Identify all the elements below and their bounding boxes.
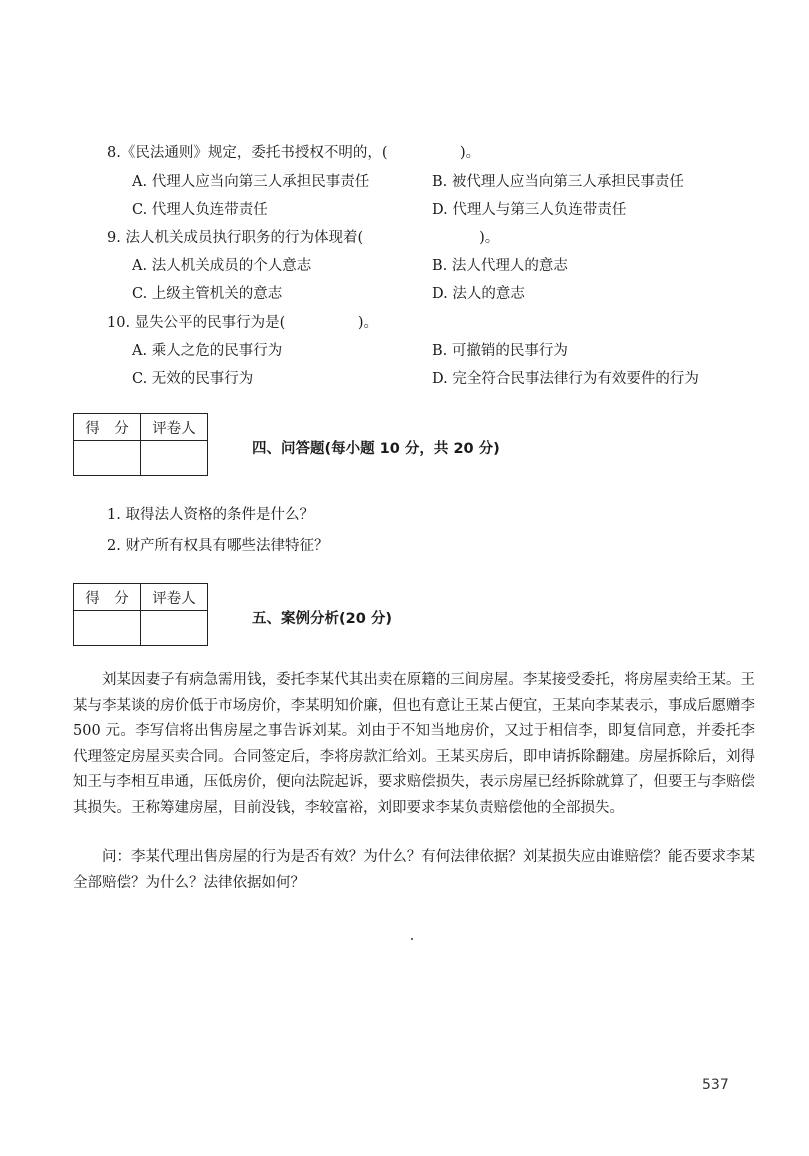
score-cell[interactable] xyxy=(74,441,141,476)
question-9-option-b: B. 法人代理人的意志 xyxy=(432,258,568,274)
question-9-option-a: A. 法人机关成员的个人意志 xyxy=(132,258,312,274)
question-10-option-a: A. 乘人之危的民事行为 xyxy=(132,343,283,359)
section-4-item-1: 1. 取得法人资格的条件是什么？ xyxy=(107,507,314,523)
score-cell[interactable] xyxy=(74,611,141,646)
question-10-option-b: B. 可撤销的民事行为 xyxy=(432,343,568,359)
question-9-option-d: D. 法人的意志 xyxy=(432,286,525,302)
case-question: 问：李某代理出售房屋的行为是否有效？为什么？有何法律依据？刘某损失应由谁赔偿？能否要求李某全部赔偿？为什么？法律依据如何？ xyxy=(73,849,755,891)
question-9-option-c: C. 上级主管机关的意志 xyxy=(132,286,283,302)
score-table-section-5 xyxy=(73,583,208,646)
score-header: 得 分 xyxy=(74,414,141,441)
section-4-title: 四、问答题(每小题 10 分，共 20 分) xyxy=(252,441,500,457)
section-5-title: 五、案例分析(20 分) xyxy=(252,611,392,627)
reviewer-cell[interactable] xyxy=(141,611,208,646)
question-10-stem: 10. 显失公平的民事行为是( )。 xyxy=(107,315,378,331)
case-text: 刘某因妻子有病急需用钱，委托李某代其出卖在原籍的三间房屋。李某接受委托，将房屋卖给王某。王某与李某谈的房价低于市场房价，李某明知价廉，但也有意让王某占便宜，王某向李某表示，事成后愿赠李 500 元。李写信将出售房屋之事告诉刘某。刘由于不知当地房价，又过于相信李，即复信同意，并委托李代理签定房屋买卖合同。合同签定后，李将房款汇给刘。王某买房后，即申请拆除翻建。房屋拆除后，刘得知王与李相互串通，压低房价，便向法院起诉，要求赔偿损失，表示房屋已经拆除就算了，但要王与李赔偿其损失。王称筹建房屋，目前没钱，李较富裕，刘即要求李某负责赔偿他的全部损失。 xyxy=(73,672,755,816)
question-8-stem: 8.《民法通则》规定，委托书授权不明的，( )。 xyxy=(107,145,481,161)
question-8-option-b: B. 被代理人应当向第三人承担民事责任 xyxy=(432,174,684,190)
reviewer-header: 评卷人 xyxy=(141,414,208,441)
section-4-item-2: 2. 财产所有权具有哪些法律特征？ xyxy=(107,538,329,554)
question-8-option-d: D. 代理人与第三人负连带责任 xyxy=(432,202,627,218)
question-10-option-c: C. 无效的民事行为 xyxy=(132,371,254,387)
question-8-option-c: C. 代理人负连带责任 xyxy=(132,202,268,218)
question-10-option-d: D. 完全符合民事法律行为有效要件的行为 xyxy=(432,371,699,387)
question-9-stem: 9. 法人机关成员执行职务的行为体现着( )。 xyxy=(107,230,500,246)
page-number: 537 xyxy=(702,1077,729,1093)
reviewer-cell[interactable] xyxy=(141,441,208,476)
score-header: 得 分 xyxy=(74,584,141,611)
question-8-option-a: A. 代理人应当向第三人承担民事责任 xyxy=(132,174,370,190)
scan-speck xyxy=(411,938,413,940)
score-table-section-4 xyxy=(73,413,208,476)
reviewer-header: 评卷人 xyxy=(141,584,208,611)
